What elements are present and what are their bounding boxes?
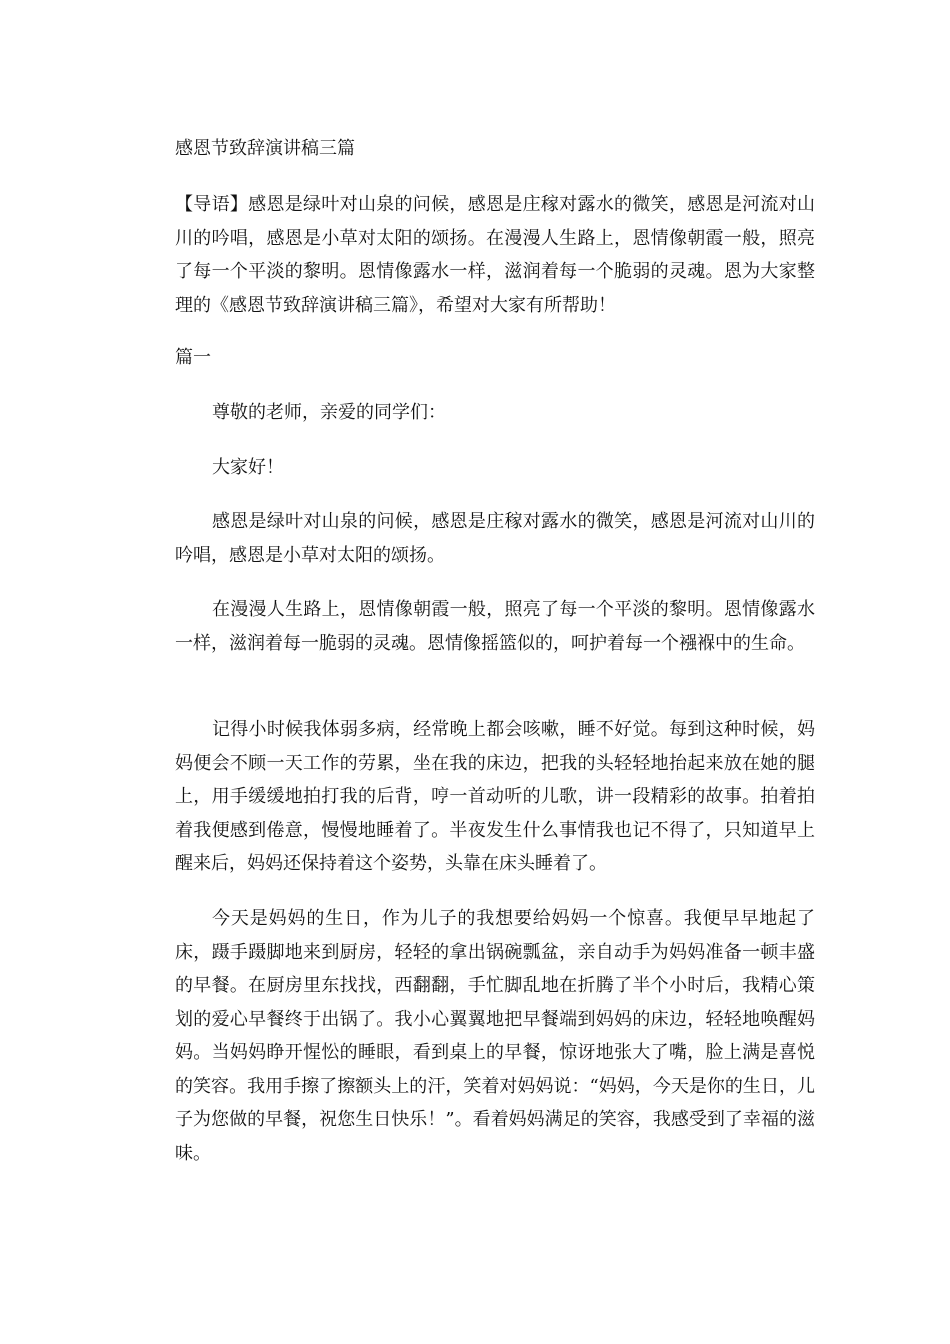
paragraph-hello: 大家好！ bbox=[212, 457, 284, 478]
paragraph-body: 感恩是绿叶对山泉的问候，感恩是庄稼对露水的微笑，感恩是河流对山川的吟唱，感恩是小草对太阳的颂扬。 bbox=[175, 511, 815, 566]
intro-paragraph: 【导语】感恩是绿叶对山泉的问候，感恩是庄稼对露水的微笑，感恩是河流对山川的吟唱，感恩是小草对太阳的颂扬。在漫漫人生路上，恩情像朝霞一般，照亮了每一个平淡的黎明。恩情像露水一样，滋润着每一个脆弱的灵魂。恩为大家整理的《感恩节致辞演讲稿三篇》，希望对大家有所帮助！ bbox=[175, 194, 815, 316]
document-title: 感恩节致辞演讲稿三篇 bbox=[175, 138, 355, 159]
paragraph-body: 在漫漫人生路上，恩情像朝霞一般，照亮了每一个平淡的黎明。恩情像露水一样，滋润着每一脆弱的灵魂。恩情像摇篮似的，呵护着每一个襁褓中的生命。 bbox=[175, 599, 815, 654]
paragraph-greeting: 尊敬的老师，亲爱的同学们： bbox=[212, 402, 446, 423]
section-label: 篇一 bbox=[175, 347, 211, 368]
paragraph-body: 记得小时候我体弱多病，经常晚上都会咳嗽，睡不好觉。每到这种时候，妈妈便会不顾一天工作的劳累，坐在我的床边，把我的头轻轻地抬起来放在她的腿上，用手缓缓地拍打我的后背，哼一首动听的儿歌，讲一段精彩的故事。拍着拍着我便感到倦意，慢慢地睡着了。半夜发生什么事情我也记不得了，只知道早上醒来后，妈妈还保持着这个姿势，头靠在床头睡着了。 bbox=[175, 719, 815, 874]
paragraph-body: 今天是妈妈的生日，作为儿子的我想要给妈妈一个惊喜。我便早早地起了床，蹑手蹑脚地来到厨房，轻轻的拿出锅碗瓢盆，亲自动手为妈妈准备一顿丰盛的早餐。在厨房里东找找，西翻翻，手忙脚乱地在折腾了半个小时后，我精心策划的爱心早餐终于出锅了。我小心翼翼地把早餐端到妈妈的床边，轻轻地唤醒妈妈。当妈妈睁开惺忪的睡眼，看到桌上的早餐，惊讶地张大了嘴，脸上满是喜悦的笑容。我用手擦了擦额头上的汗，笑着对妈妈说：“妈妈，今天是你的生日，儿子为您做的早餐，祝您生日快乐！”。看着妈妈满足的笑容，我感受到了幸福的滋味。 bbox=[175, 908, 815, 1164]
